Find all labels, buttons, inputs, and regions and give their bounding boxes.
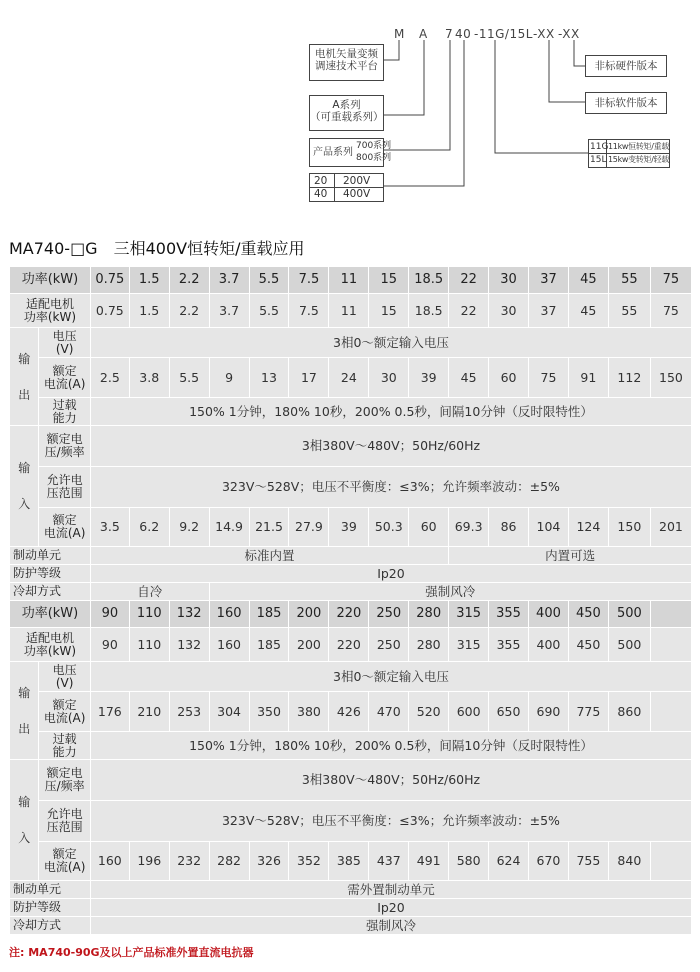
input-side-label: 输 入 bbox=[10, 760, 39, 881]
empty-cell bbox=[650, 692, 691, 732]
rated-volt-freq-label: 额定电 压/频率 bbox=[39, 426, 90, 467]
power-cell: 45 bbox=[568, 267, 608, 294]
section-title: MA740-□G 三相400V恒转矩/重载应用 bbox=[9, 239, 305, 258]
motor-power-label: 适配电机 功率(kW) bbox=[10, 294, 91, 328]
protection-value: Ip20 bbox=[90, 899, 691, 917]
motor-power-cell: 450 bbox=[568, 628, 608, 662]
voltage-box bbox=[309, 173, 384, 202]
protection-value: Ip20 bbox=[90, 565, 691, 583]
power-cell: 2.2 bbox=[169, 267, 209, 294]
empty-cell bbox=[650, 628, 691, 662]
output-current-cell: 5.5 bbox=[169, 358, 209, 398]
t2-output-voltage-row bbox=[10, 662, 692, 692]
power-cell: 450 bbox=[568, 601, 608, 628]
power-cell: 5.5 bbox=[249, 267, 289, 294]
empty-cell bbox=[650, 601, 691, 628]
motor-power-cell: 37 bbox=[529, 294, 569, 328]
cooling-forced-value: 强制风冷 bbox=[209, 583, 691, 601]
t2-allowed-volt-row bbox=[10, 801, 692, 842]
motor-power-cell: 220 bbox=[329, 628, 369, 662]
t1-input-current-row bbox=[10, 508, 692, 547]
t2-cooling-row bbox=[10, 917, 692, 935]
power-cell: 7.5 bbox=[289, 267, 329, 294]
input-volt-freq-value: 3相380V～480V；50Hz/60Hz bbox=[90, 760, 691, 801]
output-current-cell: 60 bbox=[489, 358, 529, 398]
output-side-label: 输 出 bbox=[10, 662, 39, 760]
code-letter-a: A bbox=[419, 27, 428, 41]
motor-power-cell: 500 bbox=[608, 628, 650, 662]
power-cell: 200 bbox=[289, 601, 329, 628]
protection-label: 防护等级 bbox=[10, 565, 91, 583]
output-current-cell: 13 bbox=[249, 358, 289, 398]
power-code-11g-desc: 11kw恒转矩/重载 bbox=[608, 142, 670, 151]
allowed-volt-value: 323V～528V；电压不平衡度：≤3%；允许频率波动：±5% bbox=[90, 467, 691, 508]
input-current-cell: 27.9 bbox=[289, 508, 329, 547]
cooling-natural-value: 自冷 bbox=[90, 583, 209, 601]
input-current-cell: 437 bbox=[369, 842, 409, 881]
input-side-label: 输 入 bbox=[10, 426, 39, 547]
output-voltage-value: 3相0～额定输入电压 bbox=[90, 662, 691, 692]
input-current-cell: 104 bbox=[529, 508, 569, 547]
motor-power-cell: 400 bbox=[529, 628, 569, 662]
output-current-cell: 304 bbox=[209, 692, 249, 732]
cooling-label: 冷却方式 bbox=[10, 917, 91, 935]
output-current-cell: 9 bbox=[209, 358, 249, 398]
motor-power-cell: 30 bbox=[489, 294, 529, 328]
power-cell: 0.75 bbox=[90, 267, 129, 294]
t2-protection-row bbox=[10, 899, 692, 917]
power-code-15l: 15L bbox=[590, 155, 607, 165]
motor-power-cell: 15 bbox=[369, 294, 409, 328]
output-current-cell: 775 bbox=[568, 692, 608, 732]
platform-line-1: 电机矢量变频 bbox=[315, 48, 378, 60]
product-series-800: 800系列 bbox=[356, 153, 392, 163]
input-current-cell: 201 bbox=[650, 508, 691, 547]
input-current-cell: 326 bbox=[249, 842, 289, 881]
motor-power-cell: 0.75 bbox=[90, 294, 129, 328]
input-current-cell: 840 bbox=[608, 842, 650, 881]
motor-power-cell: 3.7 bbox=[209, 294, 249, 328]
code-letter-40: 40 bbox=[455, 27, 472, 41]
output-current-cell: 150 bbox=[650, 358, 691, 398]
brake-optional-value: 内置可选 bbox=[449, 547, 692, 565]
power-cell: 110 bbox=[129, 601, 169, 628]
voltage-code-40: 40 bbox=[314, 188, 328, 200]
motor-power-cell: 185 bbox=[249, 628, 289, 662]
power-cell: 11 bbox=[329, 267, 369, 294]
output-current-cell: 350 bbox=[249, 692, 289, 732]
motor-power-cell: 55 bbox=[608, 294, 650, 328]
output-current-cell: 426 bbox=[329, 692, 369, 732]
overload-value: 150% 1分钟，180% 10秒，200% 0.5秒，间隔10分钟（反时限特性） bbox=[90, 398, 691, 426]
t1-output-voltage-row bbox=[10, 328, 692, 358]
motor-power-cell: 7.5 bbox=[289, 294, 329, 328]
empty-cell bbox=[650, 842, 691, 881]
power-cell: 90 bbox=[90, 601, 129, 628]
output-current-cell: 2.5 bbox=[90, 358, 129, 398]
motor-power-cell: 315 bbox=[449, 628, 489, 662]
series-a-line-2: （可重载系列） bbox=[310, 111, 384, 123]
output-current-cell: 3.8 bbox=[129, 358, 169, 398]
voltage-code-20: 20 bbox=[314, 175, 328, 187]
input-current-cell: 60 bbox=[409, 508, 449, 547]
series-a-box bbox=[309, 95, 384, 131]
footnote: 注: MA740-90G及以上产品标准外置直流电抗器 bbox=[9, 946, 254, 959]
t1-motor-power-row bbox=[10, 294, 692, 328]
t2-motor-power-row bbox=[10, 628, 692, 662]
cooling-forced-value: 强制风冷 bbox=[90, 917, 691, 935]
input-current-cell: 86 bbox=[489, 508, 529, 547]
brake-external-value: 需外置制动单元 bbox=[90, 881, 691, 899]
output-current-cell: 17 bbox=[289, 358, 329, 398]
output-current-cell: 30 bbox=[369, 358, 409, 398]
product-series-box bbox=[309, 138, 392, 167]
motor-power-cell: 355 bbox=[489, 628, 529, 662]
power-cell: 185 bbox=[249, 601, 289, 628]
overload-value: 150% 1分钟，180% 10秒，200% 0.5秒，间隔10分钟（反时限特性） bbox=[90, 732, 691, 760]
spec-table bbox=[9, 266, 692, 935]
input-current-cell: 624 bbox=[489, 842, 529, 881]
power-cell: 1.5 bbox=[129, 267, 169, 294]
motor-power-cell: 5.5 bbox=[249, 294, 289, 328]
power-cell: 315 bbox=[449, 601, 489, 628]
t1-brake-row bbox=[10, 547, 692, 565]
output-current-cell: 470 bbox=[369, 692, 409, 732]
output-current-cell: 112 bbox=[608, 358, 650, 398]
output-current-cell: 253 bbox=[169, 692, 209, 732]
power-cell: 30 bbox=[489, 267, 529, 294]
t2-overload-row bbox=[10, 732, 692, 760]
platform-box bbox=[309, 44, 384, 81]
cooling-label: 冷却方式 bbox=[10, 583, 91, 601]
power-cell: 3.7 bbox=[209, 267, 249, 294]
power-cell: 220 bbox=[329, 601, 369, 628]
non-std-sw-label: 非标软件版本 bbox=[594, 97, 658, 109]
power-code-15l-desc: 15kw变转矩/轻载 bbox=[608, 155, 670, 164]
input-current-cell: 14.9 bbox=[209, 508, 249, 547]
power-cell: 500 bbox=[608, 601, 650, 628]
code-soft-segment: -XX bbox=[533, 27, 555, 41]
t2-brake-row bbox=[10, 881, 692, 899]
motor-power-cell: 22 bbox=[449, 294, 489, 328]
motor-power-cell: 250 bbox=[369, 628, 409, 662]
output-voltage-value: 3相0～额定输入电压 bbox=[90, 328, 691, 358]
motor-power-cell: 2.2 bbox=[169, 294, 209, 328]
input-current-cell: 196 bbox=[129, 842, 169, 881]
rated-current-label: 额定 电流(A) bbox=[39, 692, 90, 732]
input-current-cell: 50.3 bbox=[369, 508, 409, 547]
product-series-700: 700系列 bbox=[356, 141, 392, 151]
non-std-hw-label: 非标硬件版本 bbox=[594, 60, 658, 72]
rated-current-label: 额定 电流(A) bbox=[39, 508, 90, 547]
input-current-cell: 39 bbox=[329, 508, 369, 547]
power-label: 功率(kW) bbox=[10, 267, 91, 294]
input-volt-freq-value: 3相380V～480V；50Hz/60Hz bbox=[90, 426, 691, 467]
output-current-cell: 650 bbox=[489, 692, 529, 732]
input-current-cell: 670 bbox=[529, 842, 569, 881]
motor-power-cell: 45 bbox=[568, 294, 608, 328]
input-current-cell: 69.3 bbox=[449, 508, 489, 547]
output-current-cell: 176 bbox=[90, 692, 129, 732]
power-cell: 55 bbox=[608, 267, 650, 294]
series-a-line-1: A系列 bbox=[332, 99, 361, 111]
motor-power-cell: 200 bbox=[289, 628, 329, 662]
power-cell: 355 bbox=[489, 601, 529, 628]
voltage-value-400v: 400V bbox=[343, 188, 371, 200]
non-std-sw-box bbox=[585, 92, 667, 114]
input-current-cell: 580 bbox=[449, 842, 489, 881]
code-letter-7: 7 bbox=[445, 27, 454, 41]
power-cell: 18.5 bbox=[409, 267, 449, 294]
t1-input-voltfreq-row bbox=[10, 426, 692, 467]
code-power-segment: -11G/15L bbox=[474, 27, 533, 41]
input-current-cell: 160 bbox=[90, 842, 129, 881]
motor-power-cell: 280 bbox=[409, 628, 449, 662]
t2-output-current-row bbox=[10, 692, 692, 732]
code-hw-segment: -XX bbox=[558, 27, 580, 41]
allowed-volt-value: 323V～528V；电压不平衡度：≤3%；允许频率波动：±5% bbox=[90, 801, 691, 842]
output-current-cell: 91 bbox=[568, 358, 608, 398]
allowed-volt-label: 允许电 压范围 bbox=[39, 801, 90, 842]
rated-volt-freq-label: 额定电 压/频率 bbox=[39, 760, 90, 801]
power-code-box bbox=[588, 139, 670, 168]
input-current-cell: 124 bbox=[568, 508, 608, 547]
power-code-11g: 11G bbox=[590, 142, 609, 152]
power-cell: 75 bbox=[650, 267, 691, 294]
motor-power-cell: 75 bbox=[650, 294, 691, 328]
power-cell: 132 bbox=[169, 601, 209, 628]
voltage-value-200v: 200V bbox=[343, 175, 371, 187]
output-current-cell: 75 bbox=[529, 358, 569, 398]
rated-current-label: 额定 电流(A) bbox=[39, 358, 90, 398]
model-code-diagram bbox=[0, 0, 700, 215]
output-current-cell: 600 bbox=[449, 692, 489, 732]
output-current-cell: 380 bbox=[289, 692, 329, 732]
output-current-cell: 210 bbox=[129, 692, 169, 732]
input-current-cell: 6.2 bbox=[129, 508, 169, 547]
power-cell: 15 bbox=[369, 267, 409, 294]
motor-power-cell: 110 bbox=[129, 628, 169, 662]
power-cell: 400 bbox=[529, 601, 569, 628]
motor-power-label: 适配电机 功率(kW) bbox=[10, 628, 91, 662]
non-std-hw-box bbox=[585, 55, 667, 77]
power-cell: 37 bbox=[529, 267, 569, 294]
voltage-label: 电压 (V) bbox=[39, 662, 90, 692]
voltage-label: 电压 (V) bbox=[39, 328, 90, 358]
input-current-cell: 385 bbox=[329, 842, 369, 881]
motor-power-cell: 160 bbox=[209, 628, 249, 662]
input-current-cell: 3.5 bbox=[90, 508, 129, 547]
overload-label: 过载 能力 bbox=[39, 398, 90, 426]
input-current-cell: 150 bbox=[608, 508, 650, 547]
allowed-volt-label: 允许电 压范围 bbox=[39, 467, 90, 508]
rated-current-label: 额定 电流(A) bbox=[39, 842, 90, 881]
t2-power-row bbox=[10, 601, 692, 628]
t1-allowed-volt-row bbox=[10, 467, 692, 508]
t1-protection-row bbox=[10, 565, 692, 583]
motor-power-cell: 132 bbox=[169, 628, 209, 662]
t2-input-voltfreq-row bbox=[10, 760, 692, 801]
power-cell: 160 bbox=[209, 601, 249, 628]
motor-power-cell: 90 bbox=[90, 628, 129, 662]
input-current-cell: 491 bbox=[409, 842, 449, 881]
protection-label: 防护等级 bbox=[10, 899, 91, 917]
platform-line-2: 调速技术平台 bbox=[315, 60, 378, 72]
t1-power-row bbox=[10, 267, 692, 294]
output-current-cell: 690 bbox=[529, 692, 569, 732]
output-current-cell: 24 bbox=[329, 358, 369, 398]
power-cell: 280 bbox=[409, 601, 449, 628]
overload-label: 过载 能力 bbox=[39, 732, 90, 760]
t1-overload-row bbox=[10, 398, 692, 426]
t2-input-current-row bbox=[10, 842, 692, 881]
power-cell: 22 bbox=[449, 267, 489, 294]
input-current-cell: 282 bbox=[209, 842, 249, 881]
output-current-cell: 520 bbox=[409, 692, 449, 732]
output-side-label: 输 出 bbox=[10, 328, 39, 426]
input-current-cell: 232 bbox=[169, 842, 209, 881]
product-series-label: 产品系列 bbox=[313, 147, 353, 158]
input-current-cell: 755 bbox=[568, 842, 608, 881]
input-current-cell: 21.5 bbox=[249, 508, 289, 547]
input-current-cell: 9.2 bbox=[169, 508, 209, 547]
motor-power-cell: 18.5 bbox=[409, 294, 449, 328]
motor-power-cell: 11 bbox=[329, 294, 369, 328]
motor-power-cell: 1.5 bbox=[129, 294, 169, 328]
code-letter-m: M bbox=[394, 27, 405, 41]
input-current-cell: 352 bbox=[289, 842, 329, 881]
t1-output-current-row bbox=[10, 358, 692, 398]
brake-label: 制动单元 bbox=[10, 547, 91, 565]
power-label: 功率(kW) bbox=[10, 601, 91, 628]
output-current-cell: 45 bbox=[449, 358, 489, 398]
power-cell: 250 bbox=[369, 601, 409, 628]
output-current-cell: 860 bbox=[608, 692, 650, 732]
brake-standard-value: 标准内置 bbox=[90, 547, 448, 565]
t1-cooling-row bbox=[10, 583, 692, 601]
brake-label: 制动单元 bbox=[10, 881, 91, 899]
output-current-cell: 39 bbox=[409, 358, 449, 398]
